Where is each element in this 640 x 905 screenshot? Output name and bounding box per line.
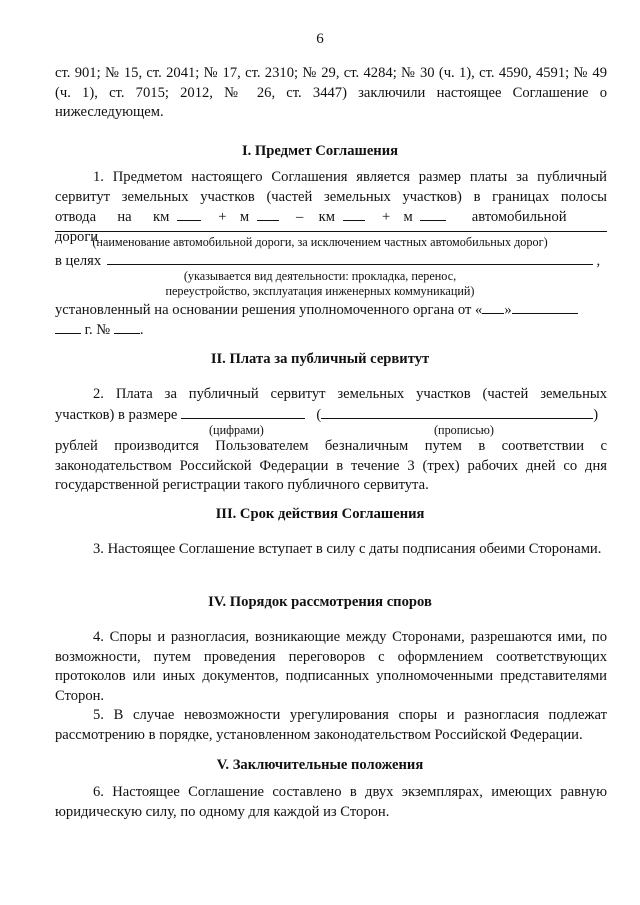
- amount-prefix: участков) в размере: [55, 407, 178, 423]
- road-name-caption: (наименование автомобильной дороги, за исключением частных автомобильных дорог): [92, 235, 548, 249]
- road-name-field[interactable]: [55, 231, 607, 232]
- km-word-1: км: [152, 209, 170, 225]
- plus-sign-2: +: [381, 209, 391, 225]
- section-4-paragraph-4: 4. Споры и разногласия, возникающие между Сторонами, разрешаются ими, по возможности, путем проведения переговоров с оформлением соответствующих протоколов или иных документов, подписанных уполномоченными представителями Сторон.: [55, 629, 607, 704]
- m-field-1[interactable]: [257, 207, 279, 221]
- decision-number-field[interactable]: [114, 320, 140, 334]
- amount-paren-close: ): [593, 407, 599, 423]
- road-word: автомобильной дороги: [55, 209, 567, 245]
- m-word-2: м: [403, 209, 413, 225]
- decision-quote-close: »: [504, 302, 512, 318]
- page-number: 6: [316, 31, 324, 47]
- section-1-paragraph-line1: 1. Предметом настоящего Соглашения является размер платы за публичный: [93, 169, 607, 185]
- section-3-paragraph: 3. Настоящее Соглашение вступает в силу с даты подписания обеими Сторонами.: [93, 541, 602, 557]
- na-word: на: [117, 209, 132, 225]
- decision-line: [55, 300, 607, 321]
- digits-label: (цифрами): [209, 423, 264, 437]
- purpose-prefix: в целях: [55, 253, 102, 269]
- m-field-2[interactable]: [420, 207, 446, 221]
- intro-paragraph: ст. 901; № 15, ст. 2041; № 17, ст. 2310; № 29, ст. 4284; № 30 (ч. 1), ст. 4590, 4591; № 49 (ч. 1), ст. 7015; 2012, № 26, ст. 3447) заключили настоящее Соглашение о нижеследующем.: [55, 65, 607, 120]
- otvoda-word: отвода: [55, 209, 97, 225]
- amount-digits-field[interactable]: [181, 405, 305, 419]
- m-word-1: м: [239, 209, 250, 225]
- purpose-caption-line2: переустройство, эксплуатация инженерных коммуникаций): [165, 284, 475, 298]
- decision-text: установленный на основании решения уполномоченного органа от «: [55, 302, 483, 318]
- section-2-paragraph-line1: 2. Плата за публичный сервитут земельных участков (частей земельных: [93, 386, 607, 402]
- purpose-comma: ,: [596, 253, 601, 269]
- km-field-1[interactable]: [177, 207, 201, 221]
- km-word-2: км: [318, 209, 335, 225]
- section-4-heading: IV. Порядок рассмотрения споров: [208, 594, 432, 610]
- decision-month-field[interactable]: [512, 300, 578, 314]
- words-label: (прописью): [434, 423, 494, 437]
- section-2-amount-line: [55, 405, 607, 426]
- purpose-field[interactable]: [107, 251, 593, 265]
- purpose-caption-line1: (указывается вид деятельности: прокладка, перенос,: [183, 269, 457, 283]
- year-text: г. №: [84, 322, 111, 338]
- dash-sign: –: [296, 209, 304, 225]
- amount-words-field[interactable]: [321, 405, 593, 419]
- section-3-heading: III. Срок действия Соглашения: [215, 506, 425, 522]
- section-4-paragraph-5: 5. В случае невозможности урегулирования споры и разногласия подлежат рассмотрению в порядке, установленном законодательством Российской Федерации.: [55, 707, 607, 743]
- km-field-2[interactable]: [343, 207, 365, 221]
- decision-year-line: [55, 320, 607, 341]
- section-1-paragraph-line2: сервитут земельных участков (частей земельных участков) в границах полосы: [55, 188, 607, 205]
- section-5-paragraph: 6. Настоящее Соглашение составлено в двух экземплярах, имеющих равную юридическую силу, по одному для каждой из Сторон.: [55, 784, 607, 820]
- decision-day-field[interactable]: [482, 300, 504, 314]
- decision-year-field[interactable]: [55, 320, 81, 334]
- year-end-period: .: [139, 322, 144, 338]
- section-2-paragraph-rest: рублей производится Пользователем безналичным путем в соответствии с законодательством Российской Федерации в течение 3 (трех) рабочих дней со дня государственной регистрации такого публичного сервитута.: [55, 438, 607, 493]
- section-2-heading: II. Плата за публичный сервитут: [210, 351, 430, 367]
- section-5-heading: V. Заключительные положения: [216, 757, 424, 773]
- section-1-heading: I. Предмет Соглашения: [241, 143, 399, 159]
- plus-sign-1: +: [218, 209, 227, 225]
- amount-paren-open: (: [316, 407, 322, 423]
